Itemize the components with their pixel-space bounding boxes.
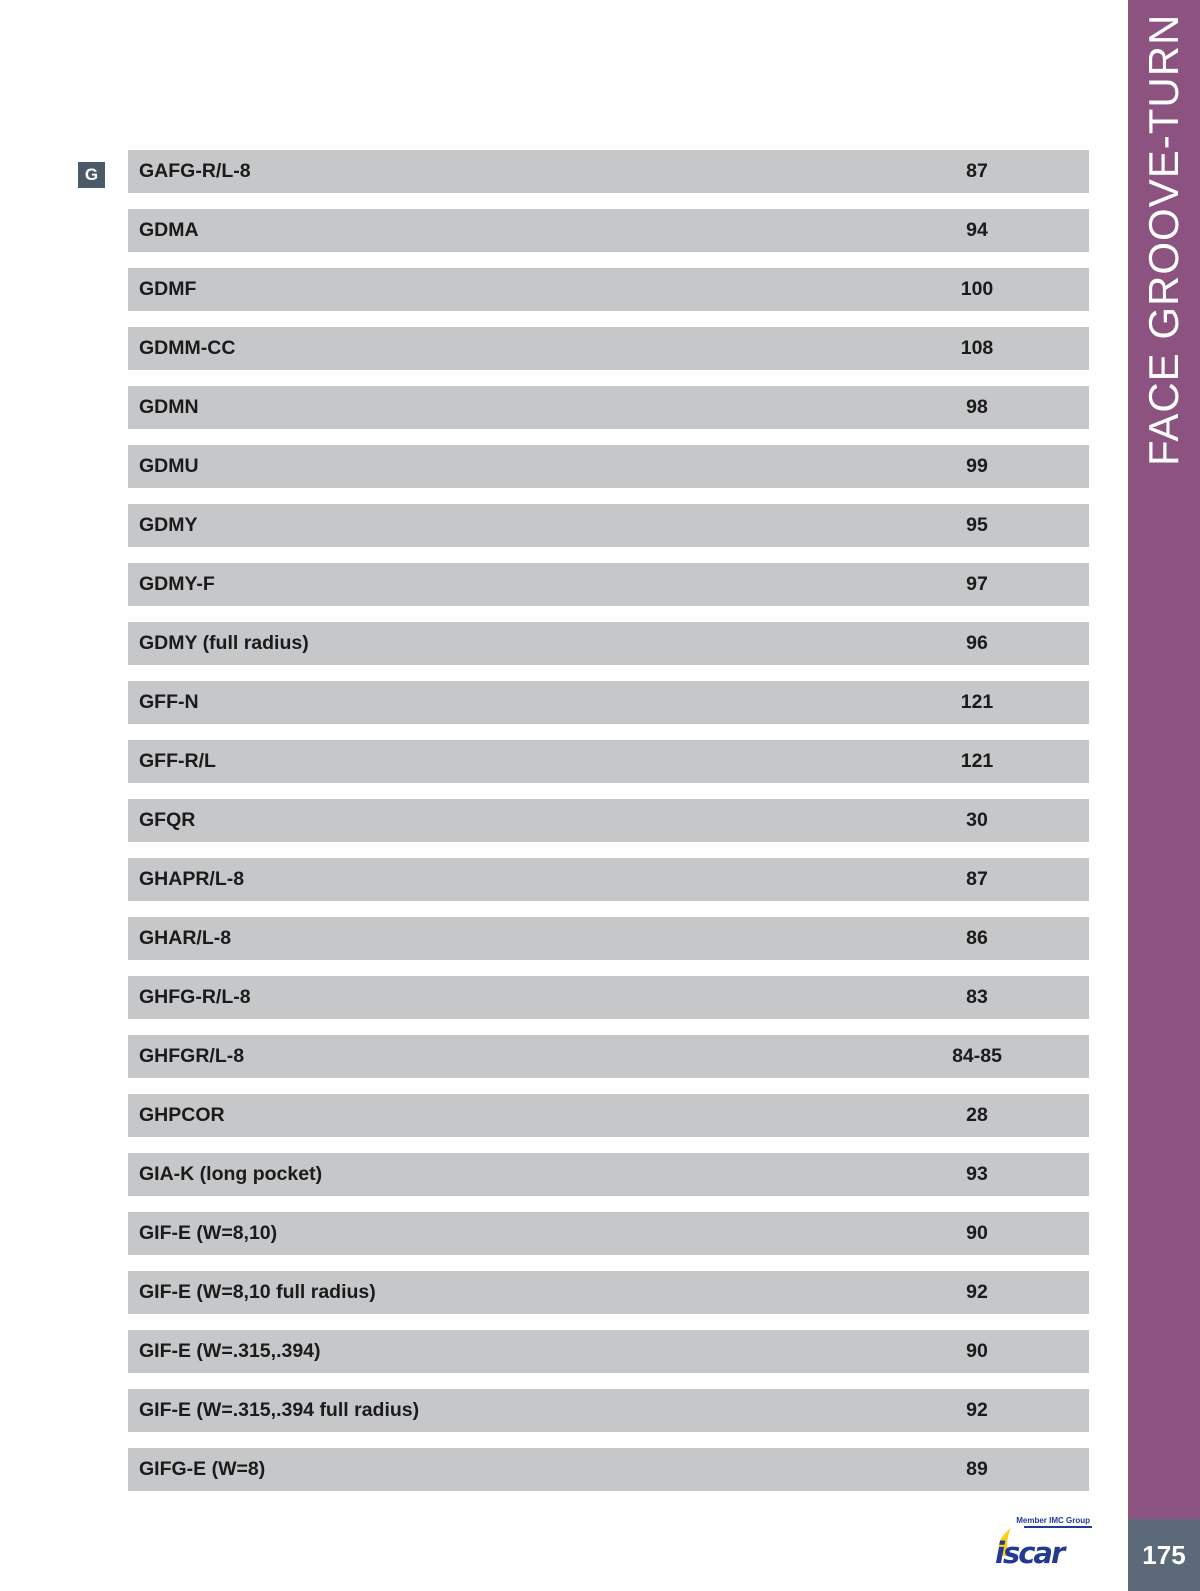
table-row[interactable] xyxy=(128,563,1089,606)
row-label: GIFG-E (W=8) xyxy=(139,1458,266,1480)
row-label: GDMF xyxy=(139,278,197,300)
row-label: GIF-E (W=8,10) xyxy=(139,1222,278,1244)
table-row[interactable] xyxy=(128,268,1089,311)
row-page-number: 98 xyxy=(966,396,988,418)
row-page-number: 90 xyxy=(966,1340,988,1362)
row-page-number: 97 xyxy=(966,573,988,595)
table-row[interactable] xyxy=(128,386,1089,429)
row-label: GIF-E (W=.315,.394 full radius) xyxy=(139,1399,420,1421)
iscar-logo-mark xyxy=(994,1528,1092,1566)
table-row[interactable] xyxy=(128,1330,1089,1373)
row-page-number: 86 xyxy=(966,927,988,949)
row-label: GFF-N xyxy=(139,691,199,713)
section-title: FACE GROOVE-TURN xyxy=(1140,13,1187,466)
index-list xyxy=(128,150,1089,1507)
table-row[interactable] xyxy=(128,1212,1089,1255)
svg-text:iscar: iscar xyxy=(995,1536,1064,1566)
table-row[interactable] xyxy=(128,1271,1089,1314)
table-row[interactable] xyxy=(128,327,1089,370)
row-label: GIA-K (long pocket) xyxy=(139,1163,323,1185)
table-row[interactable] xyxy=(128,445,1089,488)
table-row[interactable] xyxy=(128,799,1089,842)
row-page-number: 92 xyxy=(966,1399,988,1421)
row-label: GHAR/L-8 xyxy=(139,927,232,949)
row-page-number: 100 xyxy=(960,278,994,300)
row-page-number: 95 xyxy=(966,514,988,536)
row-page-number: 99 xyxy=(966,455,988,477)
row-label: GFQR xyxy=(139,809,196,831)
table-row[interactable] xyxy=(128,622,1089,665)
section-tab-sidebar xyxy=(1128,0,1200,1519)
row-page-number: 108 xyxy=(960,337,994,359)
row-label: GHAPR/L-8 xyxy=(139,868,245,890)
row-label: GDMY xyxy=(139,514,198,536)
iscar-logo xyxy=(994,1516,1092,1566)
row-label: GDMU xyxy=(139,455,199,477)
table-row[interactable] xyxy=(128,976,1089,1019)
row-page-number: 30 xyxy=(966,809,988,831)
row-page-number: 28 xyxy=(966,1104,988,1126)
row-label: GDMY-F xyxy=(139,573,215,595)
table-row[interactable] xyxy=(128,209,1089,252)
row-page-number: 89 xyxy=(966,1458,988,1480)
row-label: GDMM-CC xyxy=(139,337,236,359)
table-row[interactable] xyxy=(128,504,1089,547)
row-page-number: 87 xyxy=(966,868,988,890)
row-label: GHFGR/L-8 xyxy=(139,1045,245,1067)
table-row[interactable] xyxy=(128,917,1089,960)
table-row[interactable] xyxy=(128,858,1089,901)
row-page-number: 83 xyxy=(966,986,988,1008)
row-label: GDMN xyxy=(139,396,199,418)
table-row[interactable] xyxy=(128,681,1089,724)
row-page-number: 92 xyxy=(966,1281,988,1303)
section-letter-badge: G xyxy=(78,162,105,188)
row-page-number: 121 xyxy=(960,691,994,713)
table-row[interactable] xyxy=(128,1389,1089,1432)
table-row[interactable] xyxy=(128,1448,1089,1491)
row-label: GDMA xyxy=(139,219,199,241)
page-number: 175 xyxy=(1142,1539,1186,1570)
table-row[interactable] xyxy=(128,1153,1089,1196)
table-row[interactable] xyxy=(128,740,1089,783)
logo-caption: Member IMC Group xyxy=(1016,1516,1090,1525)
row-label: GHFG-R/L-8 xyxy=(139,986,251,1008)
table-row[interactable] xyxy=(128,1094,1089,1137)
row-label: GIF-E (W=8,10 full radius) xyxy=(139,1281,376,1303)
page-number-box xyxy=(1128,1519,1200,1591)
table-row[interactable] xyxy=(128,1035,1089,1078)
row-page-number: 84-85 xyxy=(952,1045,1002,1067)
row-page-number: 93 xyxy=(966,1163,988,1185)
row-label: GIF-E (W=.315,.394) xyxy=(139,1340,321,1362)
table-row[interactable] xyxy=(128,150,1089,193)
row-label: GHPCOR xyxy=(139,1104,225,1126)
row-page-number: 96 xyxy=(966,632,988,654)
row-label: GFF-R/L xyxy=(139,750,216,772)
row-page-number: 90 xyxy=(966,1222,988,1244)
row-page-number: 94 xyxy=(966,219,988,241)
row-label: GDMY (full radius) xyxy=(139,632,309,654)
row-page-number: 121 xyxy=(960,750,994,772)
row-page-number: 87 xyxy=(966,160,988,182)
row-label: GAFG-R/L-8 xyxy=(139,160,251,182)
